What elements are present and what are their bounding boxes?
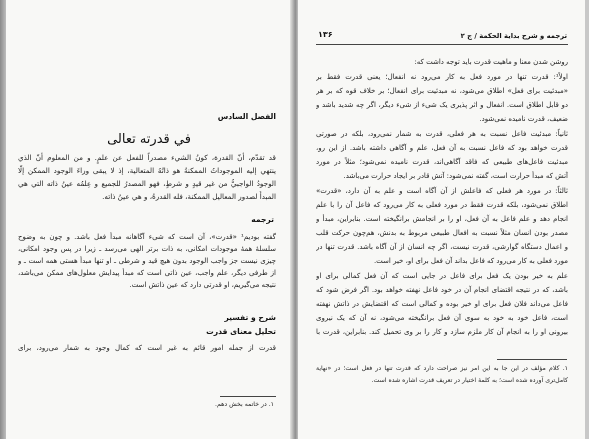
translation-text-line: گفته بودیم¹ «قدرت»، آن است که شیء آگاهانه مبدأ فعل باشد. و چون به وضوح [18, 233, 276, 241]
footnote-separator [497, 359, 567, 360]
body-text-line: انجام دهد و علم فاعل به آن فعل، او را بر انجامش برانگیخته است. بنابراین، مبدأ و [316, 215, 568, 223]
translation-text-line: چیزی نیست جز واجب الوجود بدون هیچ قید و شرطی ـ او تنها مبدأ هستی همه است ـ و [18, 257, 276, 265]
footnote: ۱. کلام مؤلف در این جا به این امر نیز صراحت دارد که قدرت تنها در فعل است؛ در «نهایة [316, 365, 568, 372]
commentary-heading: شرح و تفسیر [224, 313, 276, 322]
arabic-text-line: ينتهي إليه الموجوداتُ الممكنةُ هو ذاتُهُ المتعالية، إذ لا يبقى وراءَ الوجود الممكن إلّا [18, 166, 276, 175]
body-text-line: آتش که مبدأ حرارت است، گفته نمی‌شود: آتش قادر بر ایجاد حرارت می‌باشد. [343, 172, 568, 180]
body-text-line: مصدر بودن انسان مثلاً نسبت به افعال طبیعی مربوط به بدنش، هم‌چون حرکت قلب [316, 229, 568, 237]
translation-text-line: سلسلهٔ همهٔ موجودات امکانی، به ذات برتر الهی می‌رسد ـ زیرا در پس وجود امکانی، [18, 245, 276, 253]
arabic-text-line: الوجودُ الواجبيُّ من غير قيدٍ و شرطٍ، فهو المصدرُ للجميع و عِلمُه عينُ ذاته التي هي [18, 179, 276, 188]
body-text-line: اطلاق نمی‌شود، بلکه قدرت فقط در مورد فعلی به کار می‌رود که فاعل آن را با علم [316, 201, 568, 209]
body-text-line: علم به خیر بودن یک فعل برای فاعل در جایی است که آن فعل کمالی برای او [316, 272, 568, 280]
body-text-line: باشد، که در نتیجه اقتضای انجام آن در خود فاعل نهفته خواهد بود. اگر فرض شود که [316, 286, 568, 294]
chapter-heading: الفصل السادس [217, 112, 276, 121]
body-text-line: مبدئیت فاعل‌های طبیعی که فاقد آگاهی‌اند، قدرت نامیده نمی‌شود؛ مثلاً در مورد [316, 158, 568, 166]
body-text-line: فاعل می‌داند فلان فعل برای او خیر بوده و کمالی است که اقتضایش در ذاتش نهفته [316, 300, 568, 308]
body-text-line: قدرت خواهد بود که فاعل نسبت به آن فعل، علم و آگاهی داشته باشد. از این رو، [316, 144, 568, 152]
body-text-line: «مبدئیت برای فعل» اطلاق می‌شود، نه مبدئیت برای انفعال؛ بر خلاف قوه که بر هر [316, 87, 568, 95]
body-text-line: ضعیف، قدرت نامیده نمی‌شود. [479, 115, 568, 123]
footnote-separator [220, 396, 276, 397]
footnote: ۱. در خاتمه بخش دهم. [215, 401, 274, 408]
body-text-line: دو قابل اطلاق است. انفعال و اثر پذیری یک شیء از شیء دیگر، اگر چه شدید باشد و [316, 101, 568, 109]
body-text-line: ثانیاً: مبدئیت فاعل نسبت به هر فعلی، قدرت به شمار نمی‌رود، بلکه در صورتی [316, 130, 568, 138]
left-page [6, 0, 292, 439]
header-rule [316, 44, 568, 45]
translation-text-line: نتیجه می‌گیریم، او قدرتی دارد که عین ذاتش است. [129, 281, 276, 289]
body-text-line: ثالثاً: در مورد هر فعلی که فاعلش از آن آگاه است و علم به آن دارد، «قدرت» [316, 187, 568, 195]
body-text-line: اولاً¹: قدرت تنها در مورد فعل به کار می‌رود نه انفعال؛ یعنی قدرت فقط بر [316, 73, 568, 81]
commentary-subheading: تحلیل معنای قدرت [206, 327, 276, 336]
page-number: ۱۳۶ [318, 30, 333, 39]
running-header: ترجمه و شرح بدایة الحکمة / ج ۲ [460, 32, 567, 40]
translation-heading: ترجمه [251, 215, 274, 224]
body-text-line: بیرونی او را به انجام آن کار ملزم سازد و کار را بر وی تحمیل کند. بنابراین، قدرت با [316, 328, 568, 336]
body-text-line: و اعمال دستگاه گوارشی، قدرت نیست، اگر چه انسان از آن آگاه باشد. قدرت تنها در [316, 243, 568, 251]
right-page [298, 0, 585, 439]
arabic-text-line: المبدأُ لصدور المعاليل الممكنة، فله القدرةُ، و هي عينُ ذاته. [102, 192, 276, 201]
arabic-text-line: قد تقدّم، أنّ القدرة، كونُ الشيء مصدراً للفعل عن علمٍ. و من المعلوم أنّ الذي [18, 153, 276, 162]
body-text-line: مورد فعلی به کار می‌رود که فاعل بداند آن فعل برای او، خیر است. [373, 257, 568, 265]
commentary-text-line: قدرت از جمله امور قائم به غیر است که کمال وجود به شمار می‌رود، برای [18, 344, 276, 352]
body-text-line: روشن شدن معنا و ماهیت قدرت باید توجه داشت که: [414, 58, 568, 66]
footnote: کامل‌تری آورده شده است؛ به کلمهٔ اختیار در تعریف قدرت اشاره شده است. [371, 377, 568, 384]
body-text-line: است، فاعل خود به خود به سوی آن فعل برانگیخته می‌شود، نه آن که یک نیروی [316, 314, 568, 322]
chapter-title: في قدرته تعالى [107, 132, 191, 147]
translation-text-line: از طرفی دیگر، علم واجب، عین ذاتی است که مبدأ پیدایش معلول‌های ممکن می‌باشد، [18, 269, 276, 277]
